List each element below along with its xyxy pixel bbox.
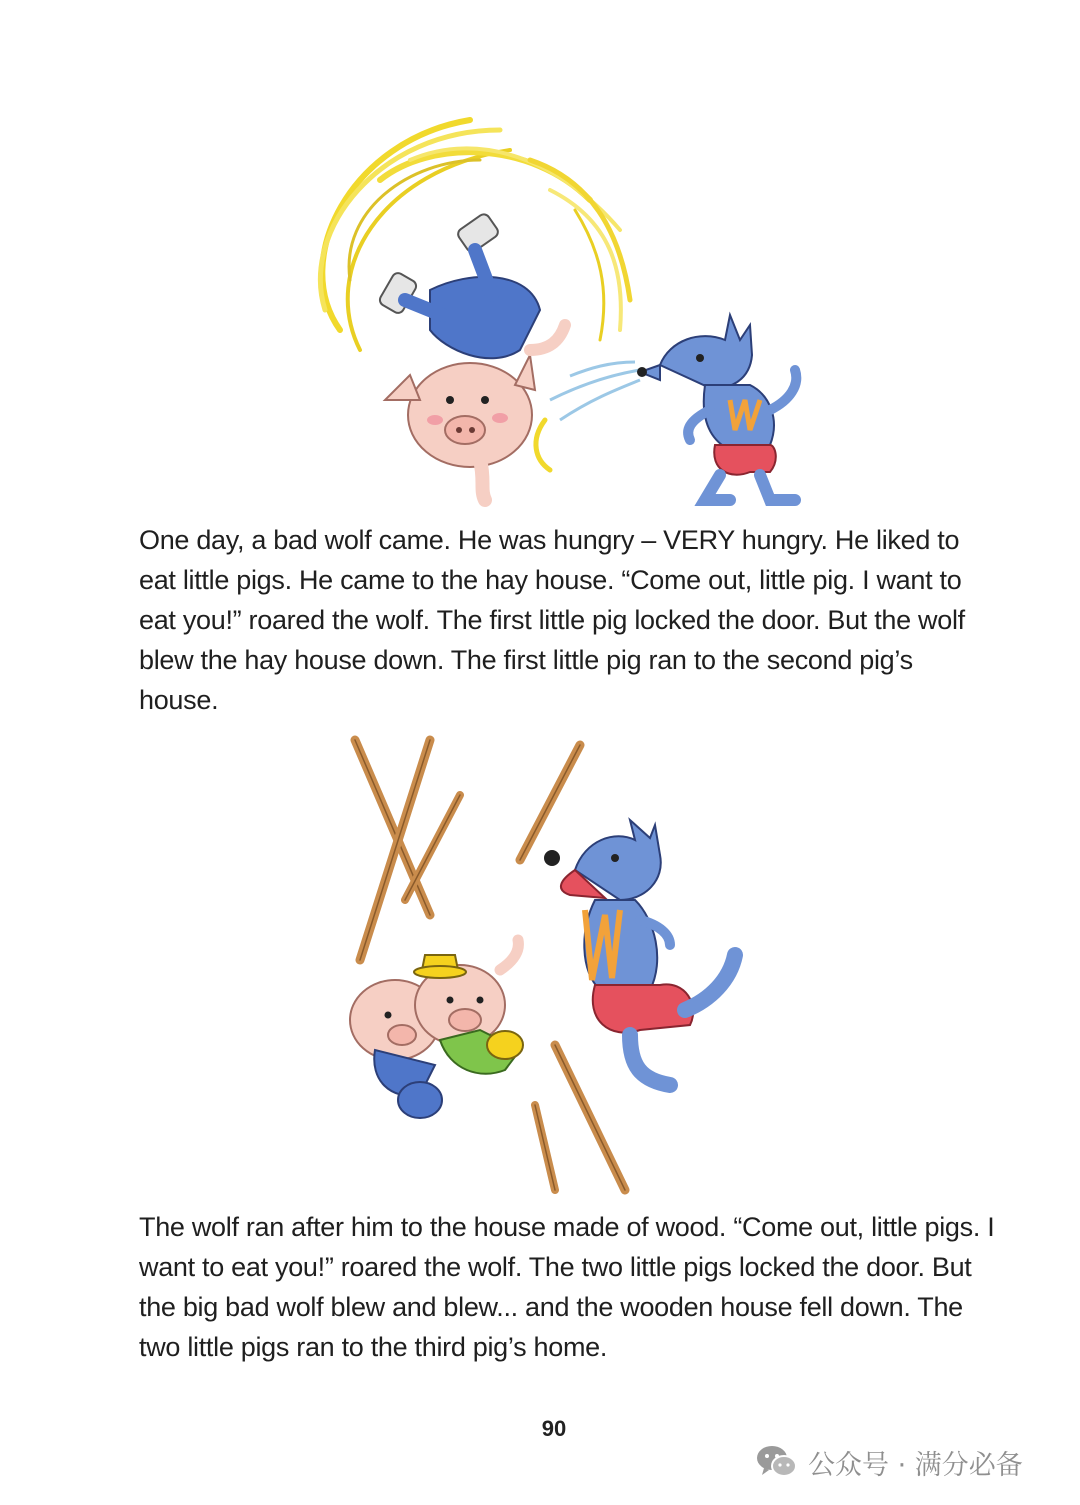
wolf-blowing-pig-illustration <box>230 100 850 520</box>
wolf-blowing <box>637 315 796 500</box>
watermark <box>756 1440 1023 1484</box>
wind-gust <box>550 362 640 420</box>
story-paragraph-2: The wolf ran after him to the house made of wood. “Come out, little pigs. I want to eat you!” roared the wolf. The two little pigs locked the door. But the big bad wolf blew and blew... and the wooden house fell down. The two little pigs ran to the third pig’s home. <box>139 1212 995 1362</box>
two-pigs <box>350 940 523 1118</box>
running-wolf <box>544 820 735 1085</box>
falling-sticks <box>355 740 625 1190</box>
wolf-chasing-pigs-illustration <box>330 720 780 1210</box>
page-number: 90 <box>541 1416 567 1441</box>
story-paragraph-1: One day, a bad wolf came. He was hungry – VERY hungry. He liked to eat little pigs. He came to the hay house. “Come out, little pig. I want to eat you!” roared the wolf. The first little pig locked the door. But the wolf blew the hay house down. The first little pig ran to the second pig’s house. <box>139 525 965 715</box>
wechat-icon <box>756 1444 798 1480</box>
watermark-text: 公众号 · 满分必备 <box>808 1449 1023 1481</box>
